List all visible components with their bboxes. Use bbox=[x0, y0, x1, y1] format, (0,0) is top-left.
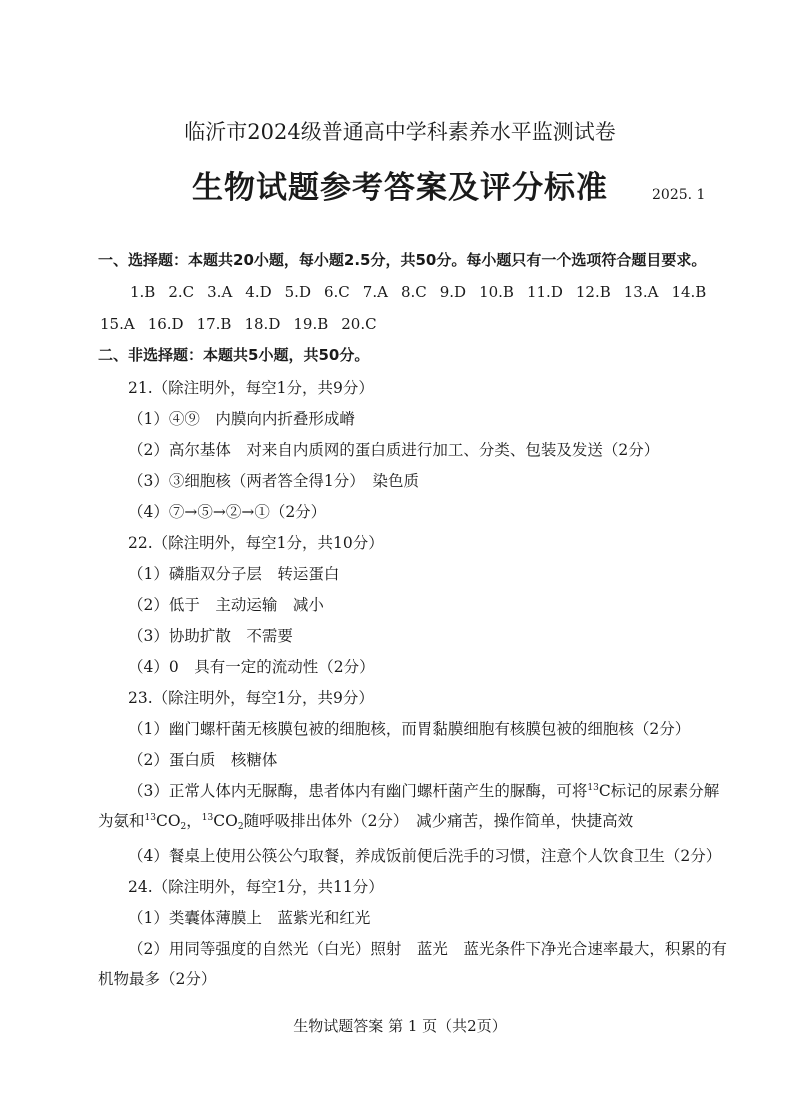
choice-answer: 13.A bbox=[623, 283, 659, 301]
q21-answer-4: （4）⑦→⑤→②→①（2分） bbox=[128, 503, 327, 521]
q23-answer-2: （2）蛋白质 核糖体 bbox=[128, 751, 278, 769]
choice-answer: 1.B bbox=[130, 283, 156, 301]
q23-a3-text2: C标记的尿素分解 bbox=[598, 782, 720, 800]
q21-header: 21.（除注明外，每空1分，共9分） bbox=[128, 379, 374, 397]
co2-formula: CO bbox=[213, 812, 238, 830]
q22-answer-2: （2）低于 主动运输 减小 bbox=[128, 596, 324, 614]
choice-answer: 12.B bbox=[575, 283, 611, 301]
q24-answer-2-line1: （2）用同等强度的自然光（白光）照射 蓝光 蓝光条件下净光合速率最大，积累的有 bbox=[128, 940, 727, 958]
q23-answer-3-line2 bbox=[98, 811, 633, 831]
q23-header: 23.（除注明外，每空1分，共9分） bbox=[128, 689, 374, 707]
choice-answer: 14.B bbox=[671, 283, 707, 301]
q23-answer-1: （1）幽门螺杆菌无核膜包被的细胞核，而胃黏膜细胞有核膜包被的细胞核（2分） bbox=[128, 720, 691, 738]
q23-a3-text3: 为氨和 bbox=[98, 812, 145, 830]
section2-heading: 二、非选择题：本题共5小题，共50分。 bbox=[98, 346, 370, 364]
q21-answer-3: （3）③细胞核（两者答全得1分） 染色质 bbox=[128, 472, 419, 490]
choice-answer: 2.C bbox=[168, 283, 195, 301]
q22-answer-3: （3）协助扩散 不需要 bbox=[128, 627, 293, 645]
exam-date: 2025. 1 bbox=[652, 187, 706, 203]
choice-answer: 9.D bbox=[439, 283, 467, 301]
choice-answer: 15.A bbox=[100, 315, 135, 333]
choice-answer: 19.B bbox=[293, 315, 329, 333]
isotope-13-superscript: 13 bbox=[587, 783, 599, 793]
choice-answer: 17.B bbox=[196, 315, 232, 333]
q22-answer-1: （1）磷脂双分子层 转运蛋白 bbox=[128, 565, 340, 583]
choice-answer: 6.C bbox=[323, 283, 350, 301]
choice-answer: 16.D bbox=[147, 315, 184, 333]
q23-answer-4: （4）餐桌上使用公筷公勺取餐，养成饭前便后洗手的习惯，注意个人饮食卫生（2分） bbox=[128, 847, 722, 865]
choice-answer: 8.C bbox=[400, 283, 427, 301]
isotope-13-superscript: 13 bbox=[144, 813, 156, 823]
section1-heading: 一、选择题：本题共20小题，每小题2.5分，共50分。每小题只有一个选项符合题目要求。 bbox=[98, 251, 707, 269]
comma: ， bbox=[186, 812, 202, 830]
isotope-13-superscript: 13 bbox=[201, 813, 214, 823]
q23-a3-text4: 随呼吸排出体外（2分） 减少痛苦，操作简单，快捷高效 bbox=[243, 812, 634, 830]
choice-answer: 4.D bbox=[245, 283, 272, 301]
choice-answer: 20.C bbox=[341, 315, 377, 333]
q22-header: 22.（除注明外，每空1分，共10分） bbox=[128, 534, 384, 552]
choice-answer: 5.D bbox=[284, 283, 311, 301]
choice-answer: 3.A bbox=[207, 283, 233, 301]
subscript-2: 2 bbox=[237, 822, 244, 832]
q21-answer-2: （2）高尔基体 对来自内质网的蛋白质进行加工、分类、包装及发送（2分） bbox=[128, 441, 660, 459]
choice-answer: 11.D bbox=[526, 283, 563, 301]
co2-formula: CO bbox=[155, 812, 181, 830]
q24-header: 24.（除注明外，每空1分，共11分） bbox=[128, 878, 384, 896]
choice-answers-row2 bbox=[100, 314, 390, 334]
exam-title: 临沂市2024级普通高中学科素养水平监测试卷 bbox=[184, 120, 616, 144]
q21-answer-1: （1）④⑨ 内膜向内折叠形成嵴 bbox=[128, 410, 355, 428]
choice-answer: 10.B bbox=[479, 283, 514, 301]
page-footer: 生物试题答案 第 1 页（共2页） bbox=[293, 1017, 507, 1035]
q24-answer-1: （1）类囊体薄膜上 蓝紫光和红光 bbox=[128, 909, 371, 927]
q23-a3-text1: （3）正常人体内无脲酶，患者体内有幽门螺杆菌产生的脲酶，可将 bbox=[128, 782, 588, 800]
subscript-2: 2 bbox=[180, 822, 187, 832]
choice-answers-row1 bbox=[130, 282, 719, 302]
q22-answer-4: （4）0 具有一定的流动性（2分） bbox=[128, 658, 375, 676]
choice-answer: 18.D bbox=[244, 315, 281, 333]
document-subtitle: 生物试题参考答案及评分标准 bbox=[192, 170, 608, 206]
q23-answer-3-line1 bbox=[128, 781, 719, 801]
choice-answer: 7.A bbox=[362, 283, 388, 301]
q24-answer-2-line2: 机物最多（2分） bbox=[98, 970, 217, 988]
